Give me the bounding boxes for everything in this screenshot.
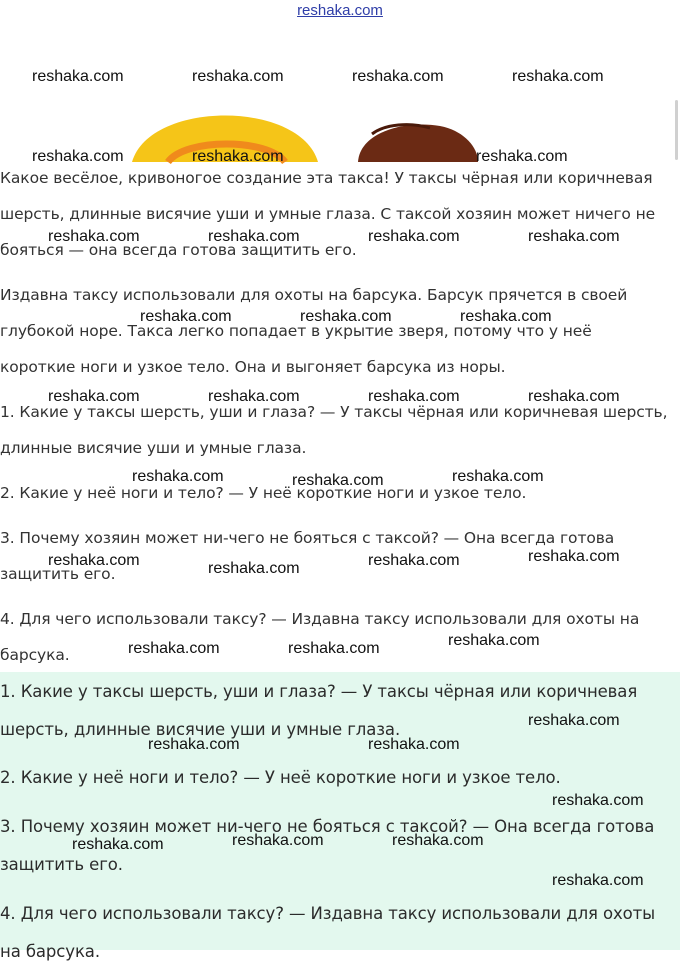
watermark: reshaka.com [552,792,644,809]
watermark: reshaka.com [32,148,124,165]
watermark: reshaka.com [452,468,544,485]
watermark: reshaka.com [368,388,460,405]
watermark: reshaka.com [132,468,224,485]
watermark: reshaka.com [48,228,140,245]
question-1: 1. Какие у таксы шерсть, уши и глаза? — У таксы чёрная или коричневая шерсть, длинные висячие уши и умные глаза. [0,403,668,457]
watermark: reshaka.com [192,68,284,85]
watermark: reshaka.com [512,68,604,85]
scrollbar[interactable] [675,100,678,160]
watermark: reshaka.com [72,836,164,853]
answer-2: 2. Какие у неё ноги и тело? — У неё короткие ноги и узкое тело. [0,768,561,787]
watermark: reshaka.com [192,148,284,165]
watermark: reshaka.com [528,388,620,405]
paragraph-1: Какое весёлое, кривоногое создание эта такса! У таксы чёрная или коричневая шерсть, длинные висячие уши и умные глаза. С таксой хозяин может ничего не бояться — она всегда готова защитить его. [0,169,656,259]
watermark: reshaka.com [32,68,124,85]
watermark: reshaka.com [140,308,232,325]
watermark: reshaka.com [528,712,620,729]
watermark: reshaka.com [232,832,324,849]
watermark: reshaka.com [208,560,300,577]
watermark: reshaka.com [48,552,140,569]
watermark: reshaka.com [392,832,484,849]
question-3: 3. Почему хозяин может ни-чего не бояться с таксой? — Она всегда готова защитить его. [0,529,615,583]
paragraph-2: Издавна таксу использовали для охоты на барсука. Барсук прячется в своей глубокой норе. Такса легко попадает в укрытие зверя, потому что у неё короткие ноги и узкое тело. Она и выгоняет барсука из норы. [0,286,628,376]
watermark: reshaka.com [528,548,620,565]
answer-4: 4. Для чего использовали таксу? — Издавна таксу использовали для охоты на барсука. [0,904,656,961]
watermark: reshaka.com [208,388,300,405]
watermark: reshaka.com [448,632,540,649]
question-4: 4. Для чего использовали таксу? — Издавна таксу использовали для охоты на барсука. [0,610,640,664]
question-2: 2. Какие у неё ноги и тело? — У неё короткие ноги и узкое тело. [0,484,527,502]
site-link[interactable]: reshaka.com [297,2,383,19]
watermark: reshaka.com [148,736,240,753]
answer-1: 1. Какие у таксы шерсть, уши и глаза? — У таксы чёрная или коричневая шерсть, длинные висячие уши и умные глаза. [0,682,638,739]
watermark: reshaka.com [476,148,568,165]
watermark: reshaka.com [292,472,384,489]
watermark: reshaka.com [552,872,644,889]
watermark: reshaka.com [352,68,444,85]
answer-3: 3. Почему хозяин может ни-чего не бояться с таксой? — Она всегда готова защитить его. [0,817,655,874]
watermark: reshaka.com [368,736,460,753]
watermark: reshaka.com [208,228,300,245]
watermark: reshaka.com [288,640,380,657]
watermark: reshaka.com [460,308,552,325]
watermark: reshaka.com [128,640,220,657]
watermark: reshaka.com [368,228,460,245]
watermark: reshaka.com [48,388,140,405]
watermark: reshaka.com [528,228,620,245]
watermark: reshaka.com [368,552,460,569]
watermark: reshaka.com [300,308,392,325]
